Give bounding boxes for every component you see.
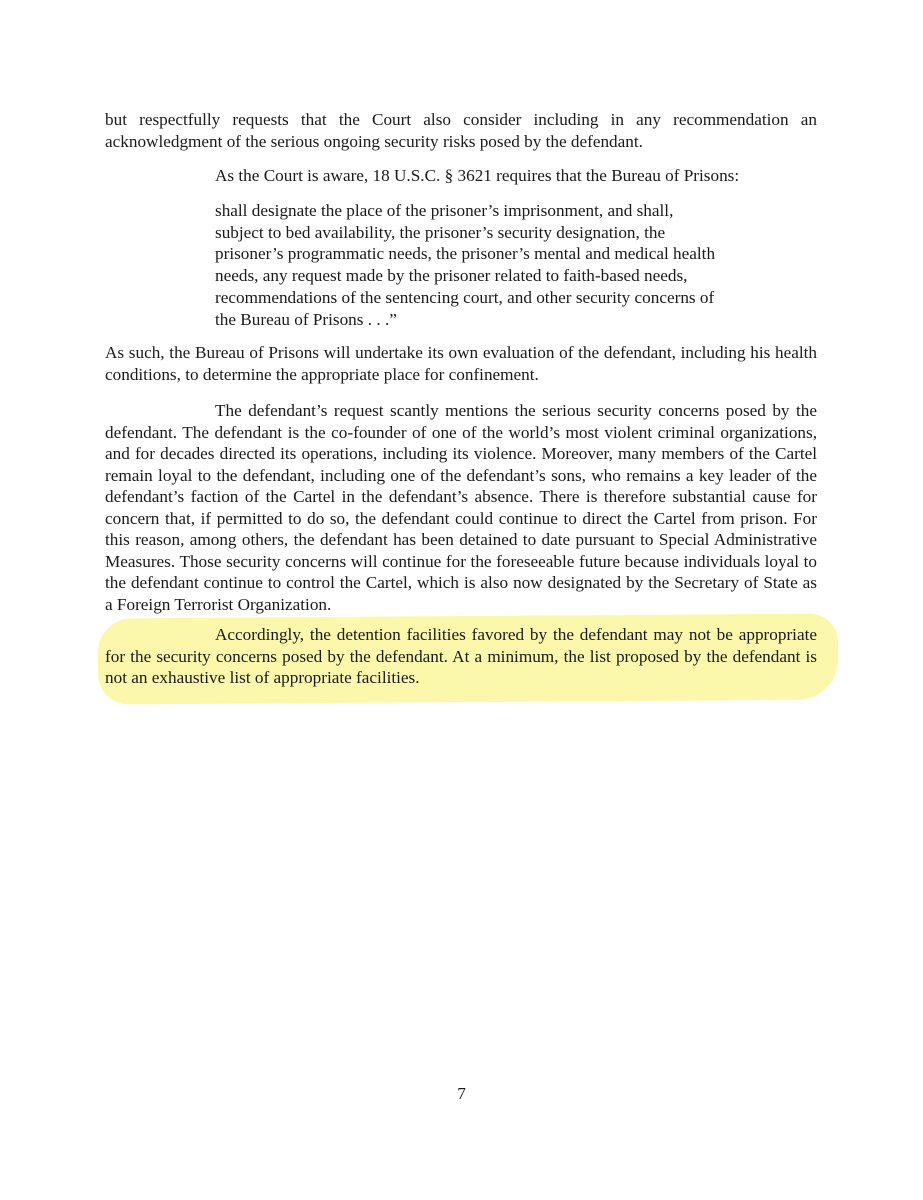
paragraph-statute-intro: As the Court is aware, 18 U.S.C. § 3621 requires that the Bureau of Prisons: <box>215 166 740 185</box>
block-quote: shall designate the place of the prisoner’s imprisonment, and shall, subject to bed availability, the prisoner’s security designation, the prisoner’s programmatic needs, the prisoner’s mental and medical health needs, any request made by the prisoner related to faith-based needs, recommendations of the sentencing court, and other security concerns of the Bureau of Prisons . . .” <box>215 201 716 329</box>
paragraph-highlighted-conclusion: Accordingly, the detention facilities favored by the defendant may not be appropriate for the security concerns posed by the defendant. At a minimum, the list proposed by the defendant is not an exhaustive list of appropriate facilities. <box>105 625 817 687</box>
paragraph-continuation: but respectfully requests that the Court also consider including in any recommendation an acknowledgment of the serious ongoing security risks posed by the defendant. <box>105 110 817 151</box>
paragraph-bureau-evaluation: As such, the Bureau of Prisons will undertake its own evaluation of the defendant, including his health conditions, to determine the appropriate place for confinement. <box>105 343 817 384</box>
paragraph-security-concerns: The defendant’s request scantly mentions the serious security concerns posed by the defendant. The defendant is the co-founder of one of the world’s most violent criminal organizations, and for decades directed its operations, including its violence. Moreover, many members of the Cartel remain loyal to the defendant, including one of the defendant’s sons, who remains a key leader of the defendant’s faction of the Cartel in the defendant’s absence. There is therefore substantial cause for concern that, if permitted to do so, the defendant could continue to direct the Cartel from prison. For this reason, among others, the defendant has been detained to date pursuant to Special Administrative Measures. Those security concerns will continue for the foreseeable future because individuals loyal to the defendant continue to control the Cartel, which is also now designated by the Secretary of State as a Foreign Terrorist Organization. <box>105 401 817 614</box>
page-number: 7 <box>457 1084 466 1103</box>
